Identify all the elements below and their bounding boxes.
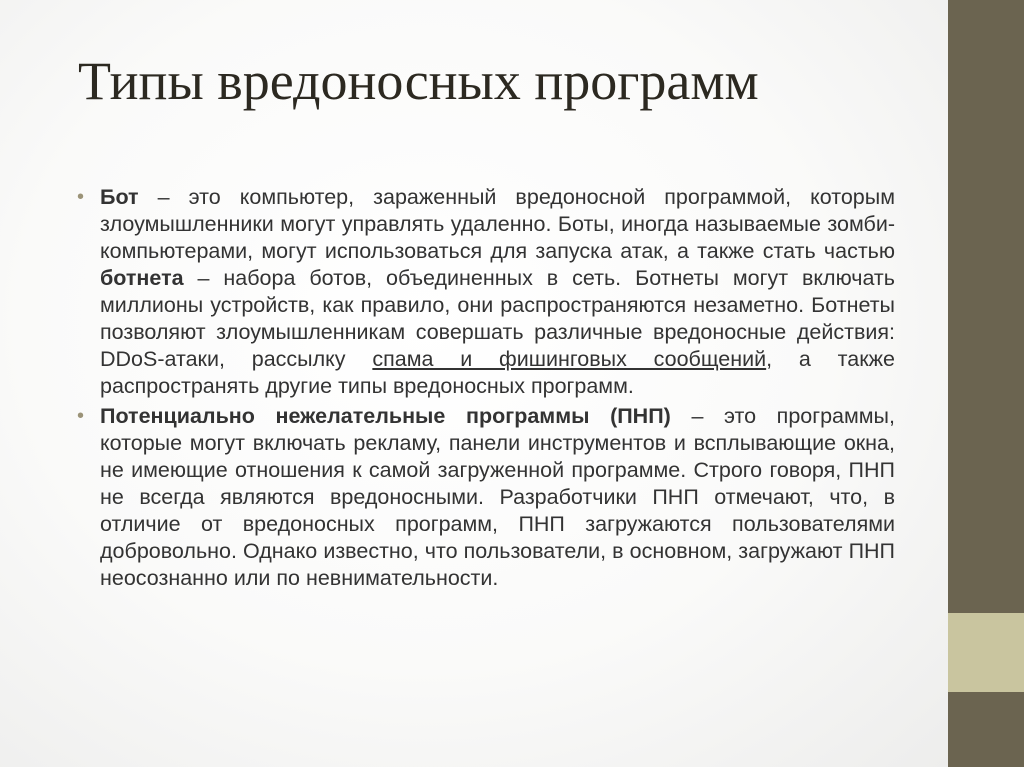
bullet-item-pup — [77, 403, 895, 592]
slide-title: Типы вредоносных программ — [78, 51, 759, 111]
bullet-marker: • — [77, 405, 85, 427]
term-botnet: ботнета — [100, 266, 184, 290]
bullet-text: – это программы, которые могут включать рекламу, панели инструментов и всплывающие окна, не имеющие отношения к самой загруженной программе. Строго говоря, ПНП не всегда являются вредоносными. Разработчики ПНП отмечают, что, в отличие от вредоносных программ, ПНП загружаются пользователями добровольно. Однако известно, что пользователи, в основном, загружают ПНП неосознанно или по невнимательности. — [100, 404, 895, 590]
bullet-text: – это компьютер, зараженный вредоносной программой, которым злоумышленники могут управлять удаленно. Боты, иногда называемые зомби-компьютерами, могут использоваться для запуска атак, а также стать частью — [100, 185, 895, 263]
bullet-text: , а также распространять другие типы вредоносных программ. — [100, 347, 895, 398]
bullet-text: – набора ботов, объединенных в сеть. Ботнеты могут включать миллионы устройств, как правило, они распространяются незаметно. Ботнеты позволяют злоумышленникам совершать различные вредоносные действия: DDoS-атаки, рассылку — [100, 266, 895, 371]
bullet-item-bot — [77, 184, 895, 400]
spam-phishing-link[interactable]: спама и фишинговых сообщений — [372, 347, 767, 371]
term-bot: Бот — [100, 185, 139, 209]
bullet-marker: • — [77, 186, 85, 208]
term-pup: Потенциально нежелательные программы (ПНП) — [100, 404, 671, 428]
side-decoration-accent — [948, 613, 1024, 692]
bullet-list — [77, 184, 895, 595]
